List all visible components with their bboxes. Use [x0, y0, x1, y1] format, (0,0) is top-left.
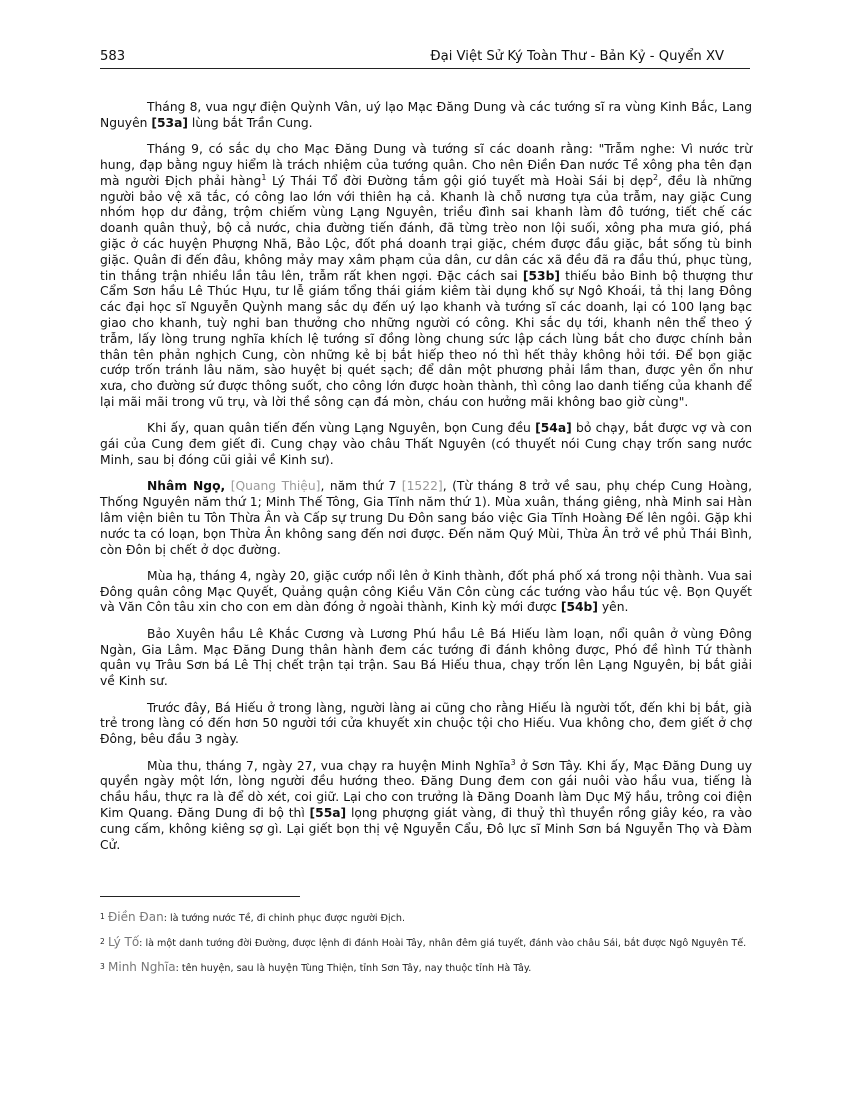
footnote-number: 1 [100, 912, 105, 921]
era-name: [Quang Thiệu] [225, 479, 321, 494]
footnote-ref[interactable]: 1 [261, 172, 267, 182]
footnote-ref[interactable]: 2 [653, 172, 659, 182]
page-header [100, 48, 750, 69]
era-year: [1522] [401, 479, 443, 494]
footnotes [100, 911, 752, 986]
folio-marker: [53a] [151, 115, 188, 130]
paragraph: Nhâm Ngọ, [Quang Thiệu], năm thứ 7 [1522], (Từ tháng 8 trở về sau, phụ chép Cung Hoàng, Thống Nguyên năm thứ 1; Minh Thế Tông, Gia Tĩnh năm thứ 1). Mùa xuân, tháng giêng, nhà Minh sai Hàn lâm viện biên tu Tôn Thừa Ân và Cấp sự trung Du Đôn sang báo việc Gia Tĩnh Hoàng Đế lên ngôi. Gặp khi nước ta có loạn, bọn Thừa Ân không sang đến nơi được. Đến năm Quý Mùi, Thừa Ân trở về phủ Thái Bình, còn Đôn bị chết ở dọc đường. [100, 479, 752, 557]
footnote-term: Lý Tố [108, 935, 140, 949]
footnote-term: Điền Đan [108, 910, 164, 924]
paragraph: Trước đây, Bá Hiếu ở trong làng, người làng ai cũng cho rằng Hiếu là người tốt, đến khi bị bắt, già trẻ trong làng có đến hơn 50 người tới cửa khuyết xin chuộc tội cho Hiếu. Vua không cho, đem giết ở chợ Đông, bêu đầu 3 ngày. [100, 700, 752, 747]
footnote-divider [100, 896, 300, 897]
folio-marker: [55a] [309, 806, 347, 821]
paragraph: Tháng 8, vua ngự điện Quỳnh Vân, uý lạo Mạc Đăng Dung và các tướng sĩ ra vùng Kinh Bắc, Lang Nguyên [53a] lùng bắt Trần Cung. [100, 100, 752, 130]
folio-marker: [54b] [560, 600, 598, 615]
footnote-text: : là một danh tướng đời Đường, được lệnh đi đánh Hoài Tây, nhân đêm giá tuyết, đánh vào châu Sái, bắt được Ngô Nguyên Tế. [139, 938, 747, 949]
footnote-number: 3 [100, 962, 105, 971]
paragraph: Mùa thu, tháng 7, ngày 27, vua chạy ra huyện Minh Nghĩa$^3$ ở Sơn Tây. Khi ấy, Mạc Đăng Dung uy quyền ngày một lớn, lòng người đều hướng theo. Đăng Dung đem con gái nuôi vào hầu vua, tiếng là chầu hầu, thực ra là để dò xét, coi giữ. Lại cho con trưởng là Đăng Doanh làm Dục Mỹ hầu, trông coi điện Kim Quang. Đăng Dung đi bộ thì [55a] lọng phượng giát vàng, đi thuỷ thì thuyền rồng giây kéo, ra vào cung cấm, không kiêng sợ gì. Lại giết bọn thị vệ Nguyễn Cẩu, Đô lực sĩ Minh Sơn bá Nguyễn Thọ và Đàm Cử. [100, 757, 752, 852]
paragraph: Bảo Xuyên hầu Lê Khắc Cương và Lương Phú hầu Lê Bá Hiếu làm loạn, nổi quân ở vùng Đông Ngàn, Gia Lâm. Mạc Đăng Dung thân hành đem các tướng đi đánh không được, Phó đề hình Tứ thành quân vụ Trâu Sơn bá Lê Thị chết trận tại trận. Sau Bá Hiếu thua, chạy trốn lên Lạng Nguyên, bị bắt giải về Kinh sư. [100, 626, 752, 689]
paragraph: Tháng 9, có sắc dụ cho Mạc Đăng Dung và tướng sĩ các doanh rằng: "Trẫm nghe: Vì nước trừ hung, đạp bằng nguy hiểm là trách nhiệm của tướng quân. Cho nên Điền Đan nước Tề xông pha tên đạn mà người Địch phải hàng$^1$ Lý Thái Tổ đời Đường tắm gội gió tuyết mà Hoài Sái bị dẹp$^2$, đều là những người bảo vệ xã tắc, có công lao lớn với thiên hạ cả. Khanh là chỗ nương tựa của trẫm, nay giặc Cung nhóm họp dư đảng, trộm chiếm vùng Lạng Nguyên, triều đình sai khanh làm đô tướng, tiết chế các doanh quân thuỷ, bộ cả nước, chia đường tiến đánh, đã từng trèo non lội suối, xông pha mưa gió, phá giặc ở các huyện Phượng Nhã, Bảo Lộc, đốt phá doanh trại giặc, chém được đầu giặc, bắt sống tù binh giặc. Quân đi đến đâu, không mảy may xâm phạm của dân, cư dân các xã đều đã ra đầu thú, phục tùng, tin thắng trận nhiều lần tâu lên, trẫm rất khen ngợi. Đặc cách sai [53b] thiếu bảo Binh bộ thượng thư Cẩm Sơn hầu Lê Thúc Hựu, tư lễ giám tổng thái giám kiêm tài dụng khố sự Ngô Khoái, tả thị lang Đông các đại học sĩ Nguyễn Quỳnh mang sắc dụ đến uý lạo khanh và tướng sĩ các doanh, lại có 100 lạng bạc giao cho khanh, tuỳ nghi ban thưởng cho những người có công. Khi sắc dụ tới, khanh nên thể theo ý trẫm, lấy lòng trung nghĩa khích lệ tướng sĩ đồng lòng chung sức lập cách lùng bắt cho được chính bản thân tên phản nghịch Cung, còn những kẻ bị bắt hiếp theo nó thì hết thảy không hỏi tới. Để bọn giặc cướp trốn tránh lâu năm, sào huyệt bị quét sạch; để dân một phương phải lầm than, được yên ổn như xưa, cho đường sứ được thông suốt, cho công lớn được hoàn thành, thì công lao danh tiếng của khanh để lại mãi mãi trong vũ trụ, và lời thề sông cạn đá mòn, cháu con hưởng mãi không bao giờ cùng". [100, 142, 752, 409]
year-heading: Nhâm Ngọ, [147, 479, 226, 494]
footnote-ref[interactable]: 3 [510, 757, 516, 767]
footnote [100, 911, 752, 925]
footnote-text: : là tướng nước Tề, đi chinh phục được người Địch. [163, 913, 406, 924]
footnote [100, 936, 752, 950]
page-number: 583 [100, 49, 126, 64]
footnote-text: : tên huyện, sau là huyện Tùng Thiện, tỉnh Sơn Tây, nay thuộc tỉnh Hà Tây. [175, 963, 532, 974]
footnote-term: Minh Nghĩa [108, 960, 176, 974]
footnote [100, 961, 752, 975]
folio-marker: [54a] [535, 421, 572, 436]
paragraph: Khi ấy, quan quân tiến đến vùng Lạng Nguyên, bọn Cung đều [54a] bỏ chạy, bắt được vợ và con gái của Cung đem giết đi. Cung chạy vào châu Thất Nguyên (có thuyết nói Cung chạy trốn sang nước Minh, sau bị đóng cũi giải về Kinh sư). [100, 421, 752, 467]
folio-marker: [53b] [522, 268, 561, 283]
paragraph: Mùa hạ, tháng 4, ngày 20, giặc cướp nổi lên ở Kinh thành, đốt phá phố xá trong nội thành. Vua sai Đông quân công Mạc Quyết, Quảng quận công Kiều Văn Côn cùng các tướng vào hầu túc vệ. Bọn Quyết và Văn Côn tâu xin cho con em dàn đóng ở ngoài thành, Kinh kỳ mới được [54b] yên. [100, 568, 752, 615]
main-text [100, 100, 752, 864]
footnote-number: 2 [100, 937, 105, 946]
running-title: Đại Việt Sử Ký Toàn Thư - Bản Kỷ - Quyển XV [430, 49, 724, 64]
